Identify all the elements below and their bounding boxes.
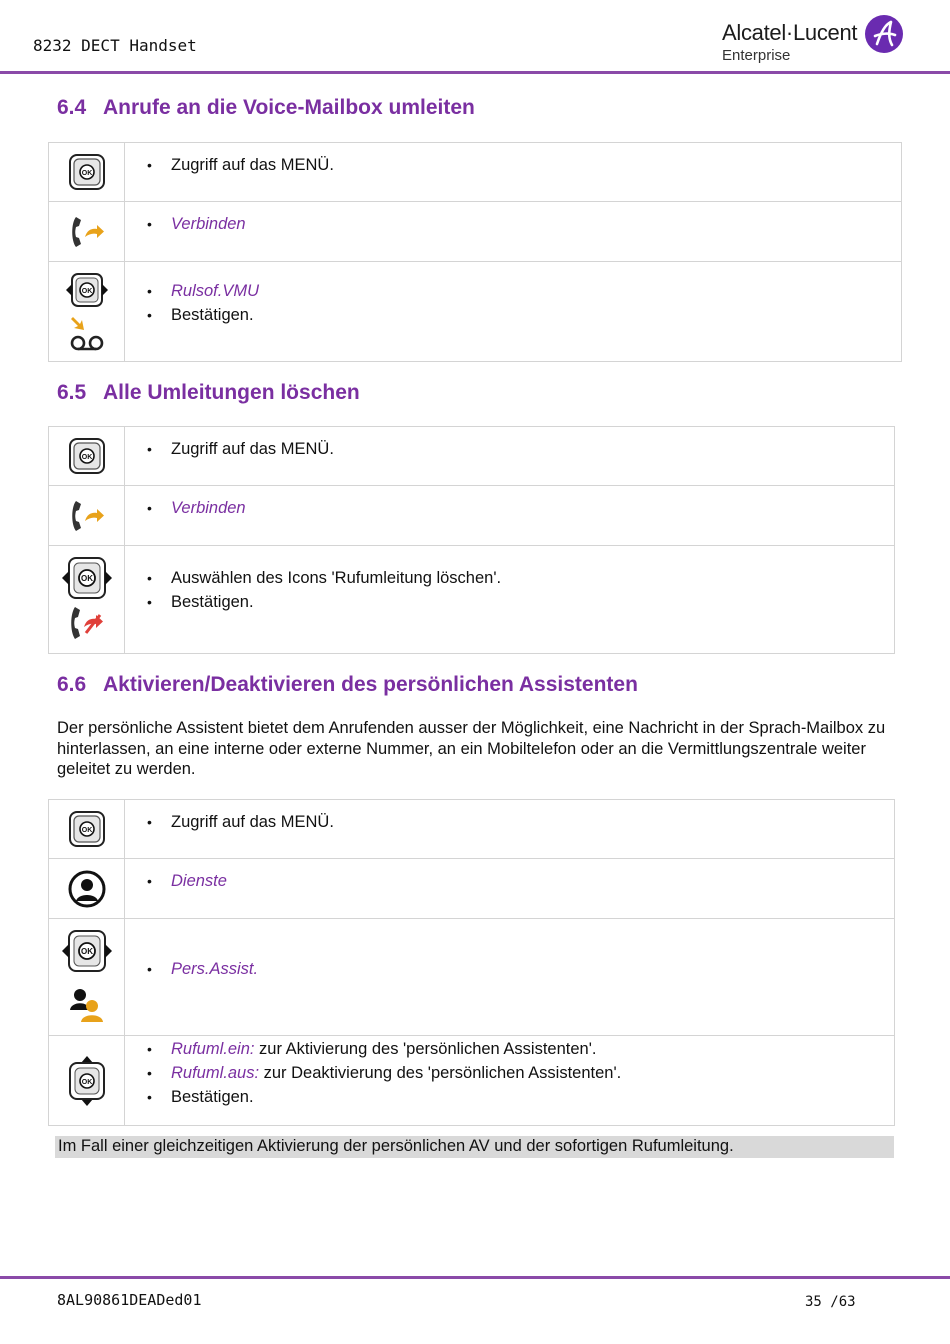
icon-cell	[49, 427, 125, 486]
ok-key-icon	[68, 810, 106, 848]
list-item: • Zugriff auf das MENÜ.	[147, 153, 901, 177]
icon-cell	[49, 262, 125, 362]
icon-cell	[49, 1036, 125, 1126]
list-item	[147, 212, 901, 236]
svg-text:OK: OK	[81, 454, 92, 461]
table-row	[49, 919, 895, 1036]
logo-sub-text: Enterprise	[722, 47, 791, 64]
table-row	[49, 262, 902, 362]
services-icon	[68, 870, 106, 908]
table-row	[49, 486, 895, 546]
menu-label: Rufuml.ein:	[171, 1040, 255, 1058]
text-cell	[125, 546, 895, 654]
document-reference: 8AL90861DEADed01	[57, 1291, 202, 1309]
list-item: • Zugriff auf das MENÜ.	[147, 810, 894, 834]
text-cell	[125, 1036, 895, 1126]
svg-text:OK: OK	[81, 827, 92, 834]
icon-cell	[49, 143, 125, 202]
table-row	[49, 202, 902, 262]
list-item: • Bestätigen.	[147, 303, 901, 327]
list-item	[147, 279, 901, 303]
footer-rule	[0, 1276, 950, 1279]
section-paragraph: Der persönliche Assistent bietet dem Anrufenden ausser der Möglichkeit, eine Nachricht in der Sprach-Mailbox zu hinterlassen, an eine interne oder externe Nummer, an ein Mobiltelefon oder an die Vermittlungszentrale weiter geleitet zu werden.	[57, 719, 886, 778]
note-box: Im Fall einer gleichzeitigen Aktivierung der persönlichen AV und der sofortigen Rufumleitung.	[55, 1136, 894, 1158]
menu-label: Pers.Assist.	[171, 960, 259, 978]
call-forward-icon	[68, 213, 106, 251]
table-row	[49, 859, 895, 919]
section-title: Aktivieren/Deaktivieren des persönlichen Assistenten	[103, 673, 638, 696]
svg-text:OK: OK	[80, 573, 93, 583]
list-item	[147, 957, 894, 981]
section-number: 6.4	[57, 96, 87, 119]
section-number: 6.5	[57, 381, 87, 404]
personal-assistant-icon	[67, 986, 107, 1024]
menu-label: Verbinden	[171, 215, 246, 233]
text-cell	[125, 919, 895, 1036]
company-logo	[722, 14, 907, 66]
icon-cell	[49, 800, 125, 859]
text-cell	[125, 486, 895, 546]
text-cell	[125, 859, 895, 919]
section-title: Anrufe an die Voice-Mailbox umleiten	[103, 96, 475, 119]
ok-key-icon	[68, 153, 106, 191]
nav-key-left-right-icon	[66, 273, 108, 307]
icon-cell	[49, 202, 125, 262]
menu-label: Rufuml.aus:	[171, 1064, 260, 1082]
icon-cell	[49, 859, 125, 919]
table-row	[49, 143, 902, 202]
svg-text:OK: OK	[81, 287, 92, 295]
logo-brand-text: Alcatel·Lucent	[722, 20, 858, 45]
table-row	[49, 800, 895, 859]
steps-table-6-4	[48, 142, 902, 362]
item-text: zur Deaktivierung des 'persönlichen Assistenten'.	[259, 1064, 622, 1082]
list-item	[147, 1037, 894, 1061]
nav-key-up-down-icon	[66, 1056, 108, 1106]
document-title: 8232 DECT Handset	[33, 36, 197, 55]
section-number: 6.6	[57, 673, 87, 696]
section-title: Alle Umleitungen löschen	[103, 381, 360, 404]
table-row	[49, 427, 895, 486]
menu-label: Verbinden	[171, 499, 246, 517]
section-heading-6-5	[57, 381, 360, 405]
list-item: • Zugriff auf das MENÜ.	[147, 437, 894, 461]
icon-cell	[49, 919, 125, 1036]
steps-table-6-5	[48, 426, 895, 654]
nav-key-left-right-icon	[62, 557, 112, 599]
nav-key-left-right-icon	[62, 930, 112, 972]
ok-key-icon	[68, 437, 106, 475]
text-cell	[125, 202, 902, 262]
list-item	[147, 869, 894, 893]
voicemail-forward-icon	[67, 313, 107, 351]
header-rule	[0, 71, 950, 74]
text-cell	[125, 143, 902, 202]
svg-text:OK: OK	[81, 170, 92, 177]
list-item	[147, 1061, 894, 1085]
table-row	[49, 1036, 895, 1126]
table-row	[49, 546, 895, 654]
list-item: • Bestätigen.	[147, 1085, 894, 1109]
item-text: zur Aktivierung des 'persönlichen Assistenten'.	[254, 1040, 597, 1058]
list-item: • Auswählen des Icons 'Rufumleitung löschen'.	[147, 566, 894, 590]
steps-table-6-6	[48, 799, 895, 1126]
svg-text:OK: OK	[81, 1078, 92, 1086]
menu-label: Rulsof.VMU	[171, 282, 260, 300]
menu-label: Dienste	[171, 872, 227, 890]
alcatel-logo-icon	[864, 14, 904, 54]
svg-text:OK: OK	[80, 947, 93, 956]
cancel-forward-icon	[67, 603, 107, 643]
page-number: 35 /63	[805, 1294, 856, 1310]
icon-cell	[49, 546, 125, 654]
call-forward-icon	[68, 497, 106, 535]
icon-cell	[49, 486, 125, 546]
list-item	[147, 496, 894, 520]
section-heading-6-4	[57, 96, 475, 120]
section-heading-6-6	[57, 673, 638, 697]
list-item: • Bestätigen.	[147, 590, 894, 614]
text-cell	[125, 262, 902, 362]
text-cell	[125, 800, 895, 859]
text-cell	[125, 427, 895, 486]
